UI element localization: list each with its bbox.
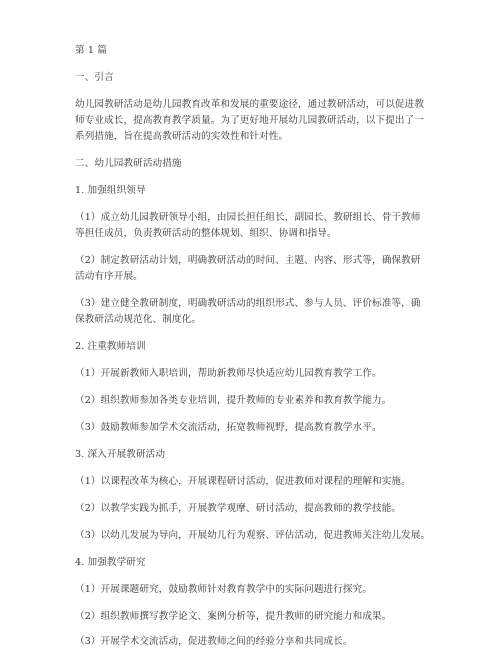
subsection-heading-research-activities: 3. 深入开展教研活动 bbox=[75, 449, 166, 460]
intro-paragraph-line: 师专业成长，提高教育教学质量。为了更好地开展幼儿园教研活动，以下提出了一 bbox=[75, 115, 424, 126]
paragraph-line: 活动有序开展。 bbox=[75, 271, 143, 282]
paragraph-line: （1）成立幼儿园教研领导小组，由园长担任组长，副园长、教研组长、骨干教师 bbox=[75, 212, 421, 223]
paragraph-line: （2）组织教师撰写教学论文、案例分析等，提升教师的研究能力和成果。 bbox=[75, 611, 392, 622]
paragraph-line: （3）以幼儿发展为导向，开展幼儿行为观察、评估活动，促进教师关注幼儿发展。 bbox=[75, 530, 431, 541]
paragraph-line: （1）以课程改革为核心，开展课程研讨活动，促进教师对课程的理解和实施。 bbox=[75, 476, 411, 487]
section-heading-intro: 一、引言 bbox=[75, 72, 114, 83]
section-heading-measures: 二、幼儿园教研活动措施 bbox=[75, 158, 182, 169]
intro-paragraph-line: 幼儿园教研活动是幼儿园教育改革和发展的重要途径，通过教研活动，可以促进教 bbox=[75, 99, 424, 110]
paragraph-line: 等担任成员，负责教研活动的整体规划、组织、协调和指导。 bbox=[75, 228, 337, 239]
paragraph-line: （2）组织教师参加各类专业培训，提升教师的专业素养和教育教学能力。 bbox=[75, 395, 392, 406]
paragraph-line: （1）开展新教师入职培训，帮助新教师尽快适应幼儿园教育教学工作。 bbox=[75, 368, 382, 379]
paragraph-line: （3）建立健全教研制度，明确教研活动的组织形式、参与人员、评价标准等，确 bbox=[75, 298, 421, 309]
paragraph-line: （3）鼓励教师参加学术交流活动，拓宽教师视野，提高教育教学水平。 bbox=[75, 422, 382, 433]
intro-paragraph-line: 系列措施，旨在提高教研活动的实效性和针对性。 bbox=[75, 131, 289, 142]
paragraph-line: （3）开展学术交流活动，促进教师之间的经验分享和共同成长。 bbox=[75, 636, 353, 647]
paragraph-line: （2）制定教研活动计划，明确教研活动的时间、主题、内容、形式等，确保教研 bbox=[75, 255, 421, 266]
paragraph-line: （1）开展课题研究，鼓励教师针对教育教学中的实际问题进行探究。 bbox=[75, 584, 373, 595]
subsection-heading-training: 2. 注重教师培训 bbox=[75, 341, 146, 352]
subsection-heading-leadership: 1. 加强组织领导 bbox=[75, 185, 146, 196]
subsection-heading-teaching-research: 4. 加强教学研究 bbox=[75, 557, 146, 568]
chapter-label: 第 1 篇 bbox=[75, 45, 107, 56]
paragraph-line: 保教研活动规范化、制度化。 bbox=[75, 314, 202, 325]
paragraph-line: （2）以教学实践为抓手，开展教学观摩、研讨活动，提高教师的教学技能。 bbox=[75, 503, 402, 514]
